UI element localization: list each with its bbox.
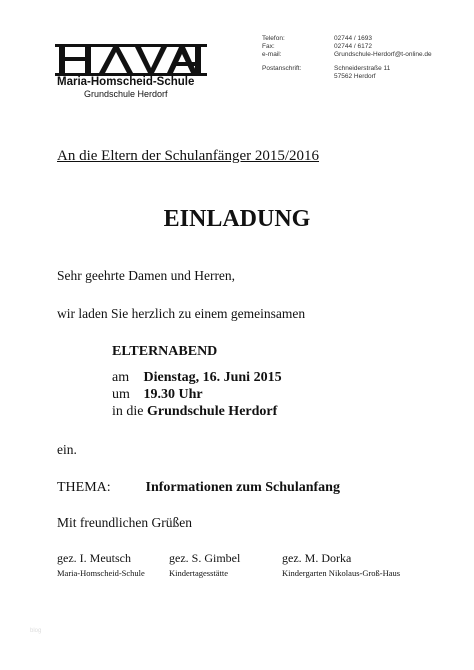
event-place [112, 404, 277, 420]
place-value: Grundschule Herdorf [147, 404, 278, 419]
contact-key: e-mail: [262, 51, 282, 58]
topic-label: THEMA: [57, 480, 111, 495]
school-subtitle: Grundschule Herdorf [84, 89, 168, 99]
event-name: ELTERNABEND [112, 344, 218, 359]
address-row [262, 65, 432, 73]
footer-watermark: blog [30, 628, 42, 634]
signature-2 [169, 551, 240, 578]
signature-name: gez. I. Meutsch [57, 551, 131, 565]
signature-org: Kindergarten Nikolaus-Groß-Haus [282, 568, 401, 578]
letter-heading: An die Eltern der Schulanfänger 2015/2016 [57, 148, 320, 164]
contact-row-fax [262, 43, 432, 51]
time-value: 19.30 Uhr [143, 387, 203, 402]
address-label: Postanschrift: [262, 65, 302, 72]
event-time [112, 387, 203, 403]
contact-row-email [262, 51, 432, 59]
contact-key: Telefon: [262, 35, 285, 42]
email-link[interactable]: Grundschule-Herdorf@t-online.de [334, 51, 432, 58]
topic-value: Informationen zum Schulanfang [145, 480, 340, 495]
signature-3 [282, 551, 400, 578]
salutation: Sehr geehrte Damen und Herren, [57, 268, 236, 283]
address-line: 57562 Herdorf [334, 73, 376, 80]
contact-block [262, 35, 432, 81]
event-date [112, 370, 282, 386]
contact-key: Fax: [262, 43, 275, 50]
signature-name: gez. S. Gimbel [169, 551, 241, 565]
place-prefix: in die [112, 404, 144, 419]
intro-text: wir laden Sie herzlich zu einem gemeinsamen [57, 306, 306, 321]
signature-org: Kindertagesstätte [169, 568, 229, 578]
signature-name: gez. M. Dorka [282, 551, 352, 565]
topic-line [57, 480, 340, 496]
signature-org: Maria-Homscheid-Schule [57, 568, 145, 578]
signature-1 [57, 551, 145, 578]
contact-value: 02744 / 1693 [334, 35, 372, 42]
greeting: Mit freundlichen Grüßen [57, 515, 192, 530]
school-logo [55, 40, 207, 80]
time-label: um [112, 387, 130, 402]
contact-row-phone [262, 35, 432, 43]
date-label: am [112, 370, 130, 385]
address-row [262, 73, 432, 81]
address-line: Schneiderstraße 11 [334, 65, 391, 72]
school-name: Maria-Homscheid-Schule [57, 76, 195, 88]
letter-title: EINLADUNG [163, 206, 311, 232]
date-value: Dienstag, 16. Juni 2015 [143, 370, 282, 385]
closing-word: ein. [57, 442, 77, 457]
contact-value: 02744 / 6172 [334, 43, 372, 50]
